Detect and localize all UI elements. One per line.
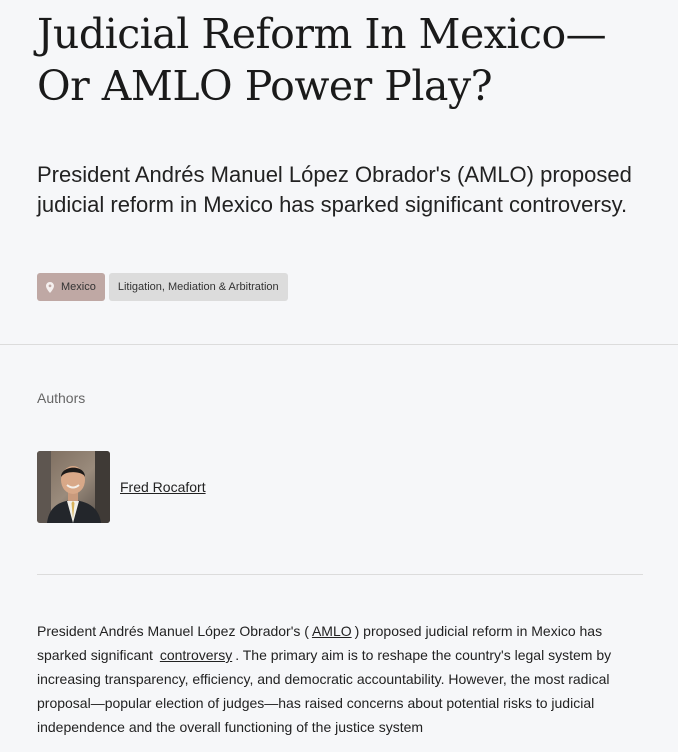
authors-heading: Authors [37,390,86,406]
tag-practice-label: Litigation, Mediation & Arbitration [117,281,279,293]
article-body-paragraph [37,619,647,739]
tag-practice-area[interactable] [109,273,288,301]
page-title: Judicial Reform In Mexico—Or AMLO Power Play? [37,10,607,110]
body-text-segment: ) proposed judicial reform in Mexico has sparked significant [37,623,603,663]
article-subtitle: President Andrés Manuel López Obrador's (AMLO) proposed judicial reform in Mexico has sparked significant controversy. [37,162,632,217]
controversy-link[interactable]: controversy [159,647,233,663]
map-pin-icon [46,282,54,293]
author-name-link[interactable]: Fred Rocafort [120,479,206,495]
body-text-segment: . The primary aim is to reshape the country's legal system by increasing transparency, efficiency, and democratic accountability. However, the most radical proposal—popular election of judges—has raised concerns about potential risks to judicial independence and the overall functioning of the justice system [37,647,612,735]
tag-list [37,273,288,301]
author-card [37,451,206,523]
tag-location[interactable] [37,273,105,301]
section-divider [37,574,643,575]
tag-location-label: Mexico [61,281,96,293]
article-header [0,0,678,345]
avatar[interactable] [37,451,110,523]
body-text-segment: President Andrés Manuel López Obrador's ( [37,623,309,639]
amlo-link[interactable]: AMLO [311,623,352,639]
